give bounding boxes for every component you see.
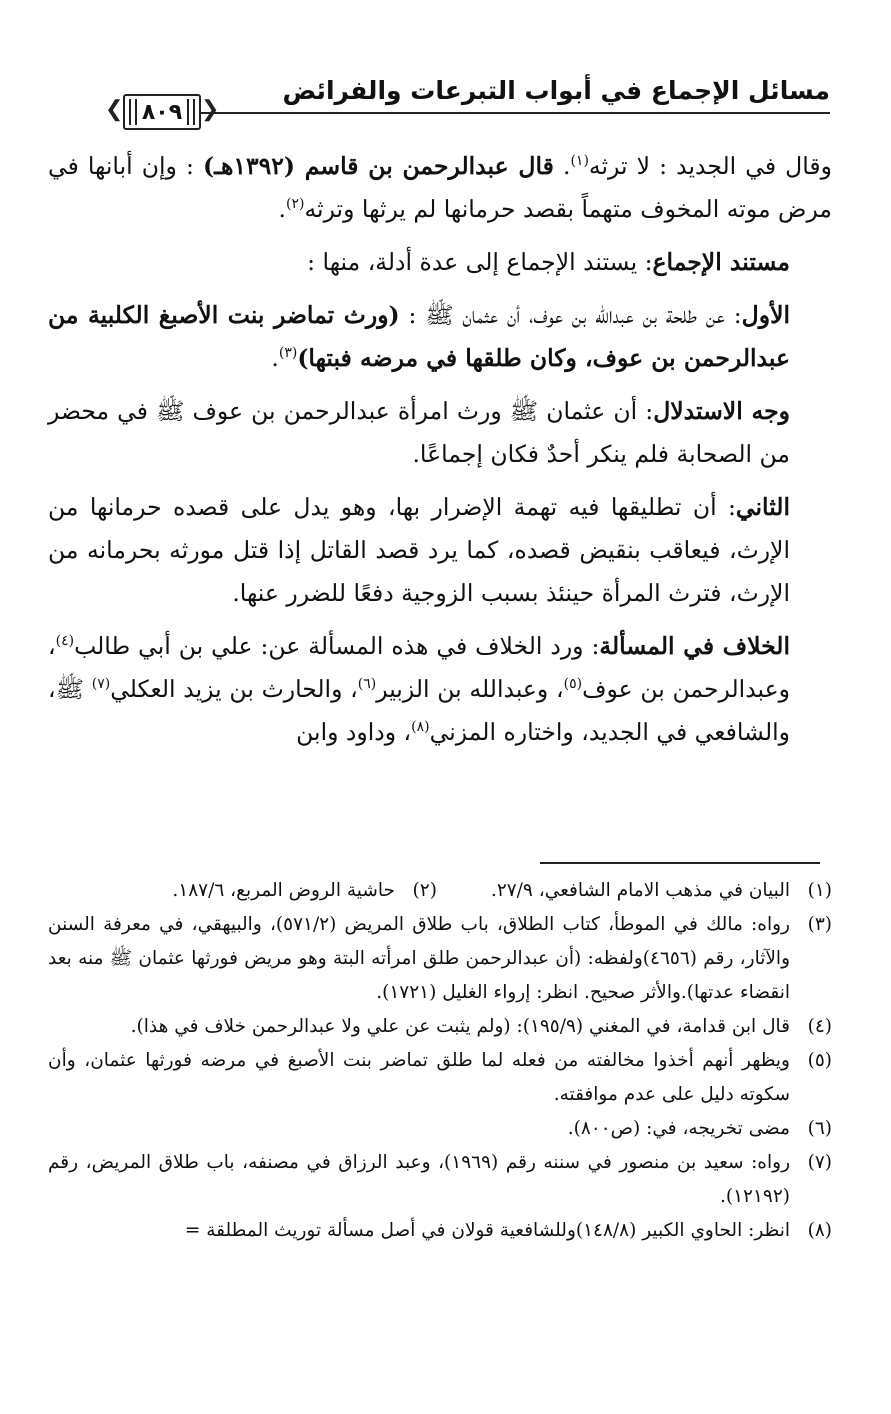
header-rule (195, 112, 830, 114)
footnote-3: (٣) رواه: مالك في الموطأ، كتاب الطلاق، باب طلاق المريض (٥٧١/٢)، والبيهقي، في معرفة السنن والآثار، رقم (٤٦٥٦)ولفظه: (أن عبدالرحمن طلق امرأته البتة وهو مريض فورثها عثمان ﷺ منه بعد انقضاء عدتها).والأثر صحيح. انظر: إرواء الغليل (١٧٢١). (48, 914, 832, 1003)
footnote-ref: (٢) (285, 196, 305, 213)
page-number-frame (105, 90, 220, 132)
footnote-ref: (٣) (278, 345, 298, 362)
ornament-left-icon: ❮ (105, 97, 124, 122)
page-number: ٨٠٩ (123, 94, 201, 130)
paragraph-consensus-basis: مستند الإجماع: يستند الإجماع إلى عدة أدلة، منها : (307, 248, 790, 276)
footnote-ref: (٧) (91, 676, 111, 693)
section-label: مستند الإجماع (652, 248, 790, 276)
footnote-4: (٤) قال ابن قدامة، في المغني (١٩٥/٩): (ولم يثبت عن علي ولا عبدالرحمن خلاف في هذا). (130, 1016, 832, 1037)
footnote-7: (٧) رواه: سعيد بن منصور في سننه رقم (١٩٦٩)، وعبد الرزاق في مصنفه، باب طلاق المريض، رقم (١٢١٩٢). (48, 1152, 832, 1207)
section-label: الثاني (735, 493, 790, 521)
footnote-ref: (٥) (563, 676, 583, 693)
footnote-ref: (١) (570, 153, 589, 170)
section-label: الخلاف في المسألة (599, 632, 790, 660)
footnotes (48, 874, 832, 1248)
ornament-right-icon: ❯ (201, 97, 220, 122)
bold-phrase: قال عبدالرحمن بن قاسم (١٣٩٢هـ) (202, 152, 554, 180)
footnote-ref: (٦) (357, 676, 377, 693)
paragraph-disagreement: الخلاف في المسألة: ورد الخلاف في هذه المسألة عن: علي بن أبي طالب$^{(٤)}$، وعبدالرحمن بن عوف$^{(٥)}$، وعبدالله بن الزبير$^{(٦)}$، والحارث بن يزيد العكلي$^{(٧)}$ ﷺ، والشافعي في الجديد، واختاره المزني$^{(٨)}$، وداود وابن (48, 632, 790, 746)
footnote-2: (٢) حاشية الروض المربع، ١٨٧/٦. (172, 880, 437, 901)
main-text (48, 145, 832, 764)
footnote-1: (١) البيان في مذهب الامام الشافعي، ٢٧/٩. (490, 880, 832, 901)
paragraph-second-evidence: الثاني: أن تطليقها فيه تهمة الإضرار بها، وهو يدل على قصده حرمانها من الإرث، فيعاقب بنقيض قصده، كما يرد قصد القاتل إذا قتل مورثه بحرمانه من الإرث، فترث المرأة حينئذ بسبب الزوجية دفعًا للضرر عنها. (48, 493, 790, 607)
footnote-ref: (٤) (55, 633, 75, 650)
paragraph-inference: وجه الاستدلال: أن عثمان ﷺ ورث امرأة عبدالرحمن بن عوف ﷺ في محضر من الصحابة فلم ينكر أحدٌ فكان إجماعًا. (48, 397, 790, 468)
paragraph-first-evidence: الأول: عن طلحة بن عبدالله بن عوف، أن عثمان ﷺ : (ورث تماضر بنت الأصبغ الكلبية من عبدالرحمن بن عوف، وكان طلقها في مرضه فبتها)$^{(٣)}$. (48, 301, 790, 372)
running-title: مسائل الإجماع في أبواب التبرعات والفرائض (282, 76, 830, 105)
footnote-8: (٨) انظر: الحاوي الكبير (١٤٨/٨)وللشافعية قولان في أصل مسألة توريث المطلقة = (184, 1220, 832, 1241)
footnote-separator (540, 862, 820, 864)
footnote-row-1-2 (48, 874, 832, 908)
quoted-narration: (ورث تماضر بنت الأصبغ الكلبية من عبدالرحمن بن عوف، وكان طلقها في مرضه فبتها) (48, 301, 790, 372)
section-label: الأول (741, 301, 790, 329)
footnote-5: (٥) ويظهر أنهم أخذوا مخالفته من فعله لما طلق تماضر بنت الأصبغ في مرضه فورثها عثمان، وأن سكوته دليل على عدم موافقته. (48, 1050, 832, 1105)
footnote-6: (٦) مضى تخريجه، في: (ص٨٠٠). (567, 1118, 832, 1139)
section-label: وجه الاستدلال (653, 397, 790, 425)
page-header (50, 70, 830, 130)
paragraph-new-opinion: وقال في الجديد : لا ترثه$^{(١)}$. قال عبدالرحمن بن قاسم (١٣٩٢هـ) : وإن أبانها في مرض موته المخوف متهماً بقصد حرمانها لم يرثها وترثه$^{(٢)}$. (48, 152, 832, 223)
footnote-ref: (٨) (411, 719, 430, 736)
